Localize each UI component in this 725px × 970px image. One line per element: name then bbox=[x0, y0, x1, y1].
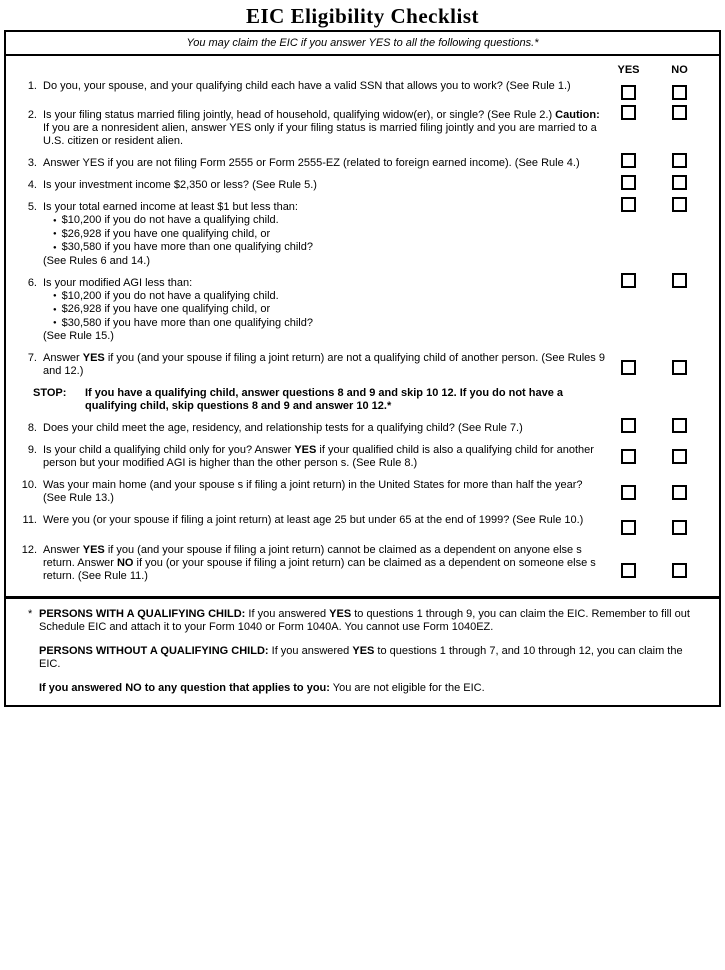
answer-checkboxes bbox=[621, 520, 687, 535]
question-number: 9. bbox=[27, 444, 37, 456]
question-text bbox=[43, 479, 621, 505]
answer-column-labels bbox=[617, 64, 688, 77]
question-main-line bbox=[43, 179, 607, 192]
question-row-5 bbox=[6, 201, 719, 268]
no-checkbox-q3[interactable] bbox=[672, 153, 687, 168]
no-checkbox-q8[interactable] bbox=[672, 418, 687, 433]
text-segment: to questions 1 through 9, you can claim the EIC. Remember to fill out Schedule EIC and attach it to your Form 1040 or Form 1040A. You cannot use Form 1040EZ. bbox=[39, 608, 690, 633]
footnote-1 bbox=[28, 608, 695, 634]
question-number: 10. bbox=[21, 479, 37, 491]
question-main-line bbox=[43, 444, 607, 470]
text-segment: If you answered bbox=[268, 645, 353, 657]
emphasized-text: If you have a qualifying child, answer questions 8 and 9 and skip 10 12. If you do not have a qualifying child, skip questions 8 and 9 and answer 10 12.* bbox=[85, 387, 564, 412]
yes-checkbox-q3[interactable] bbox=[621, 153, 636, 168]
question-number: 2. bbox=[27, 109, 37, 121]
yes-checkbox-q2[interactable] bbox=[621, 105, 636, 120]
yes-checkbox-q6[interactable] bbox=[621, 273, 636, 288]
no-checkbox-q1[interactable] bbox=[672, 85, 687, 100]
question-text bbox=[43, 422, 621, 435]
text-segment: Were you (or your spouse if filing a joint return) at least age 25 but under 65 at the end of 1999? (See Rule 10.) bbox=[43, 514, 584, 526]
emphasized-text: Caution: bbox=[555, 109, 600, 121]
yes-checkbox-q7[interactable] bbox=[621, 360, 636, 375]
question-main-line bbox=[43, 109, 607, 148]
question-main-line bbox=[43, 514, 607, 527]
checklist-box bbox=[4, 30, 721, 707]
text-segment: If you are a nonresident alien, answer YES only if your filing status is married filing jointly and you are married to a U.S. citizen or resident alien. bbox=[43, 122, 597, 147]
question-row-7 bbox=[6, 352, 719, 378]
question-text bbox=[43, 179, 621, 192]
stop-label: STOP: bbox=[33, 387, 67, 399]
text-segment: Is your investment income $2,350 or less? (See Rule 5.) bbox=[43, 179, 317, 191]
yes-checkbox-q9[interactable] bbox=[621, 449, 636, 464]
question-main-line bbox=[43, 157, 607, 170]
answer-checkboxes bbox=[621, 360, 687, 375]
no-checkbox-q6[interactable] bbox=[672, 273, 687, 288]
emphasized-text: YES bbox=[329, 608, 352, 620]
footnote-asterisk: * bbox=[28, 608, 33, 620]
answer-checkboxes bbox=[621, 418, 687, 433]
text-segment: You are not eligible for the EIC. bbox=[329, 682, 485, 694]
text-segment: if you (and your spouse if filing a joint return) cannot be claimed as a dependent on anyone else s return. Answer bbox=[43, 544, 582, 569]
bullet-item: ● $10,200 if you do not have a qualifying child. bbox=[43, 290, 607, 304]
bullet-item: ● $30,580 if you have more than one qualifying child? bbox=[43, 241, 607, 255]
text-segment: Is your modified AGI less than: bbox=[43, 276, 193, 289]
question-row-10 bbox=[6, 479, 719, 505]
question-text bbox=[43, 157, 621, 170]
no-column-header: NO bbox=[671, 64, 688, 76]
yes-checkbox-q8[interactable] bbox=[621, 418, 636, 433]
emphasized-text: YES bbox=[82, 544, 105, 556]
text-segment: if you (or your spouse if filing a joint return) can be claimed as a dependent on someone else s return. (See Rule 11.) bbox=[43, 557, 596, 582]
yes-column-header: YES bbox=[617, 64, 640, 76]
question-row-8 bbox=[6, 422, 719, 435]
question-row-1 bbox=[6, 80, 719, 100]
question-row-9 bbox=[6, 444, 719, 470]
bullet-item: ● $26,928 if you have one qualifying child, or bbox=[43, 228, 607, 242]
emphasized-text: NO bbox=[116, 557, 134, 569]
no-checkbox-q9[interactable] bbox=[672, 449, 687, 464]
answer-checkboxes bbox=[621, 485, 687, 500]
question-number: 4. bbox=[27, 179, 37, 191]
no-checkbox-q12[interactable] bbox=[672, 563, 687, 578]
bullet-item: ● $26,928 if you have one qualifying child, or bbox=[43, 303, 607, 317]
emphasized-text: YES bbox=[352, 645, 375, 657]
answer-checkboxes bbox=[621, 175, 687, 190]
text-segment: If you answered bbox=[245, 608, 330, 620]
question-main-line bbox=[43, 277, 607, 290]
answer-checkboxes bbox=[621, 153, 687, 168]
text-segment: Was your main home (and your spouse s if filing a joint return) in the United States for more than half the year? (See Rule 13.) bbox=[43, 479, 583, 504]
text-segment: Is your filing status married filing jointly, head of household, qualifying widow(er), or single? (See Rule 2.) bbox=[43, 109, 556, 121]
question-row-2 bbox=[6, 109, 719, 148]
see-rule-note: (See Rule 15.) bbox=[43, 330, 114, 342]
text-segment: if your qualified child is also a qualifying child for another person but your modified AGI is higher than the other person s. (See Rule 8.) bbox=[43, 444, 594, 469]
no-checkbox-q2[interactable] bbox=[672, 105, 687, 120]
text-segment: Does your child meet the age, residency, and relationship tests for a qualifying child? (See Rule 7.) bbox=[43, 422, 523, 434]
question-number: 3. bbox=[27, 157, 37, 169]
see-rule-note: (See Rules 6 and 14.) bbox=[43, 254, 151, 267]
claim-instruction-subtitle: You may claim the EIC if you answer YES to all the following questions.* bbox=[6, 32, 719, 56]
question-text bbox=[43, 514, 621, 527]
text-segment: Do you, your spouse, and your qualifying child each have a valid SSN that allows you to work? (See Rule 1.) bbox=[43, 80, 571, 92]
no-checkbox-q4[interactable] bbox=[672, 175, 687, 190]
text-segment: Is your total earned income at least $1 but less than: bbox=[43, 201, 298, 213]
yes-checkbox-q1[interactable] bbox=[621, 85, 636, 100]
text-segment: Is your child a qualifying child only for you? Answer bbox=[43, 444, 295, 456]
yes-checkbox-q10[interactable] bbox=[621, 485, 636, 500]
emphasized-text: PERSONS WITHOUT A QUALIFYING CHILD: bbox=[39, 645, 269, 657]
question-number: 7. bbox=[27, 352, 37, 364]
stop-instruction-row bbox=[6, 387, 719, 413]
page-title: EIC Eligibility Checklist bbox=[245, 4, 480, 28]
yes-checkbox-q12[interactable] bbox=[621, 563, 636, 578]
bullet-item: ● $10,200 if you do not have a qualifying child. bbox=[43, 214, 607, 228]
question-row-3 bbox=[6, 157, 719, 170]
answer-checkboxes bbox=[621, 273, 687, 288]
question-main-line bbox=[43, 544, 607, 583]
answer-checkboxes bbox=[621, 563, 687, 578]
question-text bbox=[43, 201, 621, 268]
emphasized-text: If you answered NO to any question that applies to you: bbox=[39, 682, 330, 694]
text-segment: Answer YES if you are not filing Form 2555 or Form 2555-EZ (related to foreign earned income). (See Rule 4.) bbox=[43, 157, 580, 169]
question-main-line bbox=[43, 201, 607, 214]
question-main-line bbox=[43, 479, 607, 505]
answer-column-headers bbox=[6, 64, 719, 77]
yes-checkbox-q11[interactable] bbox=[621, 520, 636, 535]
yes-checkbox-q5[interactable] bbox=[621, 197, 636, 212]
no-checkbox-q11[interactable] bbox=[672, 520, 687, 535]
question-text bbox=[43, 544, 621, 583]
stop-instruction-text bbox=[85, 387, 582, 413]
text-segment: Answer bbox=[43, 544, 83, 556]
answer-checkboxes bbox=[621, 197, 687, 212]
question-number: 8. bbox=[27, 422, 37, 434]
answer-checkboxes bbox=[621, 85, 687, 100]
question-main-line bbox=[85, 387, 582, 413]
question-row-12 bbox=[6, 544, 719, 583]
question-row-6 bbox=[6, 277, 719, 344]
footnote-2 bbox=[39, 645, 695, 671]
question-number: 5. bbox=[27, 201, 37, 213]
answer-checkboxes bbox=[621, 449, 687, 464]
answer-checkboxes bbox=[621, 105, 687, 120]
question-text bbox=[43, 277, 621, 344]
question-number: 12. bbox=[21, 544, 37, 556]
question-number: 11. bbox=[22, 514, 37, 526]
question-text bbox=[43, 444, 621, 470]
question-area bbox=[6, 56, 719, 596]
question-list bbox=[6, 80, 719, 583]
no-checkbox-q7[interactable] bbox=[672, 360, 687, 375]
text-segment: to questions 1 through 7, and 10 through 12, you can claim the EIC. bbox=[39, 645, 683, 670]
question-main-line bbox=[43, 422, 607, 435]
question-number: 6. bbox=[27, 276, 37, 289]
emphasized-text: PERSONS WITH A QUALIFYING CHILD: bbox=[39, 608, 246, 620]
question-text bbox=[43, 80, 621, 93]
question-row-11 bbox=[6, 514, 719, 535]
bullet-item: ● $30,580 if you have more than one qualifying child? bbox=[43, 317, 607, 331]
footnote-3 bbox=[39, 682, 695, 695]
no-checkbox-q10[interactable] bbox=[672, 485, 687, 500]
text-segment: if you (and your spouse if filing a joint return) are not a qualifying child of another person. (See Rules 9 and 12.) bbox=[43, 352, 605, 377]
question-text bbox=[43, 352, 621, 378]
question-main-line bbox=[43, 352, 607, 378]
question-main-line bbox=[43, 80, 607, 93]
no-checkbox-q5[interactable] bbox=[672, 197, 687, 212]
question-row-4 bbox=[6, 179, 719, 192]
emphasized-text: YES bbox=[294, 444, 317, 456]
footnotes-section bbox=[6, 596, 719, 705]
yes-checkbox-q4[interactable] bbox=[621, 175, 636, 190]
question-text bbox=[43, 109, 621, 148]
emphasized-text: YES bbox=[82, 352, 105, 364]
text-segment: Answer bbox=[43, 352, 83, 364]
question-number: 1. bbox=[27, 80, 37, 92]
